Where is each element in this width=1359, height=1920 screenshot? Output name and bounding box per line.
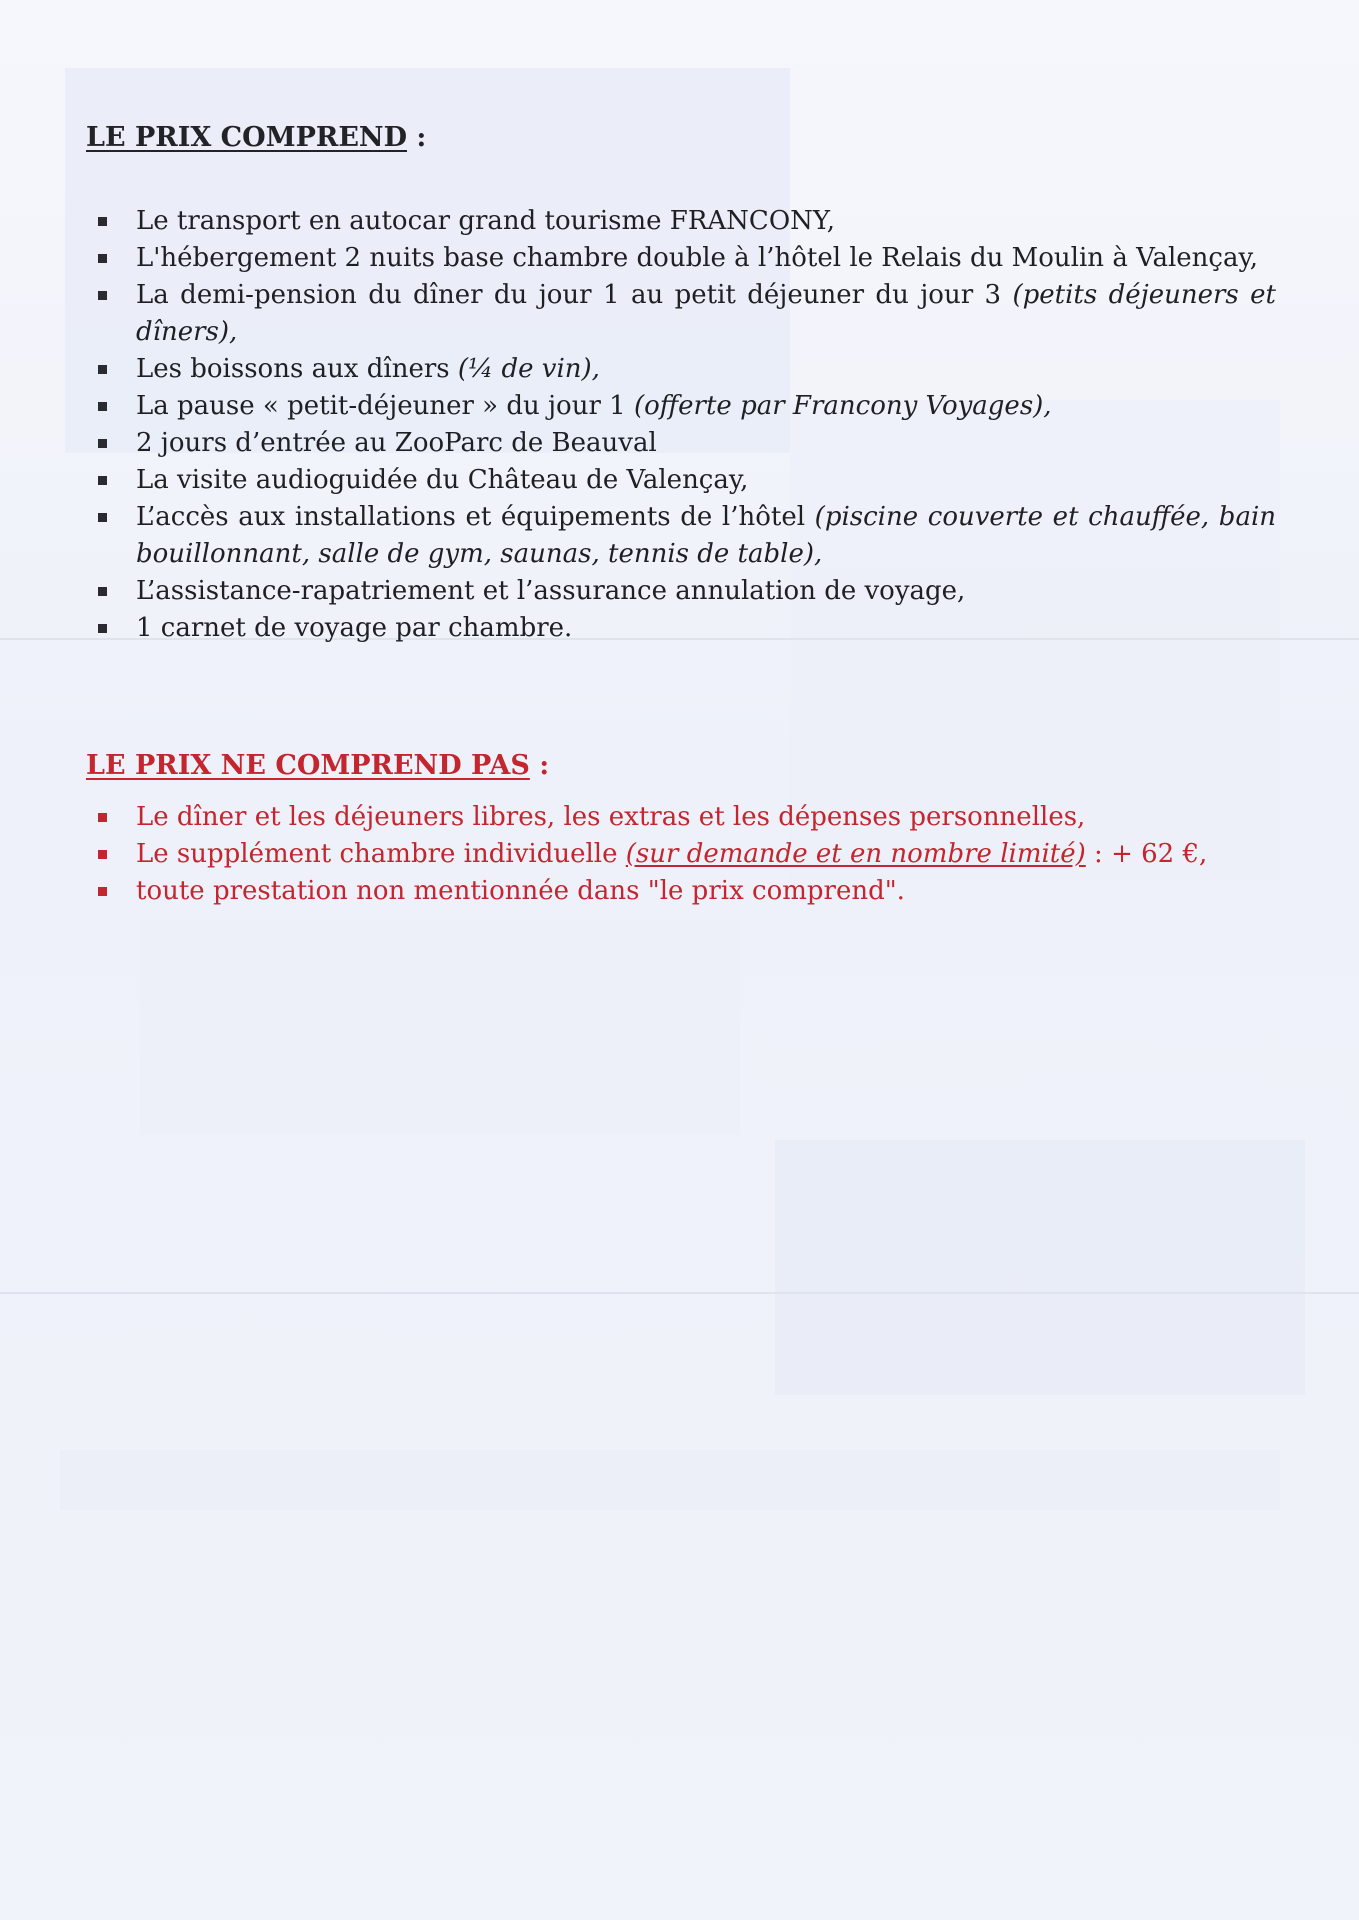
list-item: toute prestation non mentionnée dans "le prix comprend".: [86, 873, 1276, 910]
list-item: La visite audioguidée du Château de Valençay,: [86, 462, 1276, 499]
square-bullet-icon: [98, 365, 107, 374]
price-excludes-heading: LE PRIX NE COMPREND PAS :: [86, 750, 550, 781]
list-item: Le supplément chambre individuelle (sur demande et en nombre limité) : + 62 €,: [86, 836, 1276, 873]
price-includes-heading: LE PRIX COMPREND :: [86, 122, 427, 153]
square-bullet-icon: [98, 850, 107, 859]
square-bullet-icon: [98, 513, 107, 522]
list-item: La demi-pension du dîner du jour 1 au petit déjeuner du jour 3 (petits déjeuners et dîners),: [86, 277, 1276, 351]
square-bullet-icon: [98, 402, 107, 411]
square-bullet-icon: [98, 476, 107, 485]
square-bullet-icon: [98, 217, 107, 226]
list-item: Le dîner et les déjeuners libres, les extras et les dépenses personnelles,: [86, 799, 1276, 836]
price-includes-list: [86, 203, 1276, 647]
show-through-block: [775, 1140, 1305, 1395]
square-bullet-icon: [98, 887, 107, 896]
list-item: L’assistance-rapatriement et l’assurance annulation de voyage,: [86, 573, 1276, 610]
list-item: Le transport en autocar grand tourisme FRANCONY,: [86, 203, 1276, 240]
list-item: 1 carnet de voyage par chambre.: [86, 610, 1276, 647]
list-item: L'hébergement 2 nuits base chambre double à l’hôtel le Relais du Moulin à Valençay,: [86, 240, 1276, 277]
list-item: Les boissons aux dîners (¼ de vin),: [86, 351, 1276, 388]
square-bullet-icon: [98, 291, 107, 300]
list-item: L’accès aux installations et équipements de l’hôtel (piscine couverte et chauffée, bain bouillonnant, salle de gym, saunas, tennis de table),: [86, 499, 1276, 573]
square-bullet-icon: [98, 813, 107, 822]
show-through-block: [140, 920, 740, 1135]
square-bullet-icon: [98, 254, 107, 263]
list-item: La pause « petit-déjeuner » du jour 1 (offerte par Francony Voyages),: [86, 388, 1276, 425]
square-bullet-icon: [98, 587, 107, 596]
square-bullet-icon: [98, 624, 107, 633]
price-includes-section: [86, 122, 1276, 647]
price-excludes-list: [86, 799, 1276, 910]
paper-fold-line: [0, 1292, 1359, 1294]
square-bullet-icon: [98, 439, 107, 448]
show-through-block: [60, 1450, 1280, 1510]
price-excludes-section: [86, 750, 1276, 910]
list-item: 2 jours d’entrée au ZooParc de Beauval: [86, 425, 1276, 462]
